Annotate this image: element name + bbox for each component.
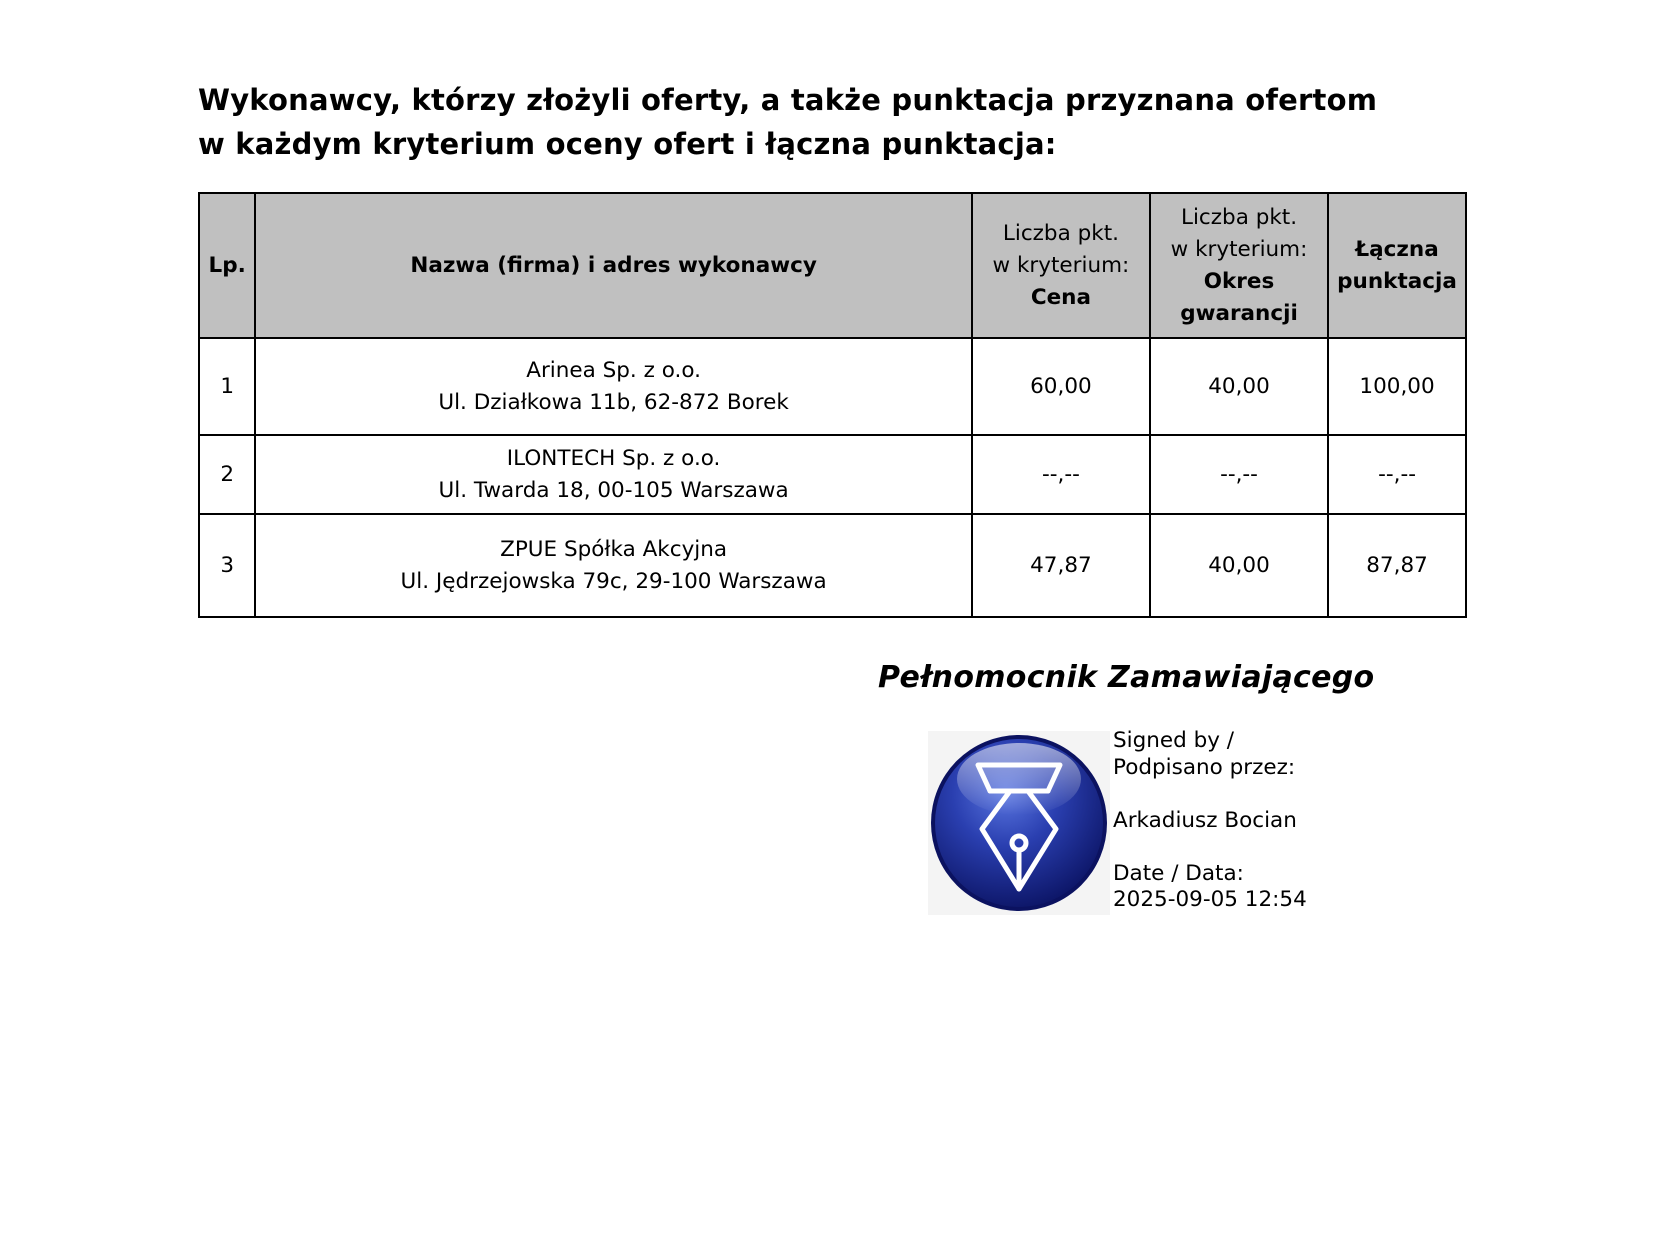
signature-title: Pełnomocnik Zamawiającego xyxy=(878,660,1375,695)
table-row xyxy=(199,514,1466,617)
date-value: 2025-09-05 12:54 xyxy=(1113,887,1307,912)
header-lp: Lp. xyxy=(199,193,255,338)
contractor-address: Ul. Działkowa 11b, 62-872 Borek xyxy=(438,389,789,415)
contractor-name: ZPUE Spółka Akcyjna xyxy=(500,536,728,562)
table-header-row xyxy=(199,193,1466,338)
signature-details xyxy=(1113,728,1307,914)
cell-okres: 40,00 xyxy=(1150,514,1328,617)
cell-laczna: --,-- xyxy=(1328,435,1466,514)
date-label: Date / Data: xyxy=(1113,860,1244,886)
header-cena: Liczba pkt. w kryterium: Cena xyxy=(972,193,1150,338)
offers-score-table xyxy=(198,192,1467,618)
cell-cena: 60,00 xyxy=(972,338,1150,435)
contractor-address: Ul. Twarda 18, 00-105 Warszawa xyxy=(438,477,789,503)
table-row xyxy=(199,435,1466,514)
contractor-name: Arinea Sp. z o.o. xyxy=(526,357,701,383)
signer-name: Arkadiusz Bocian xyxy=(1113,807,1297,833)
header-laczna-punktacja: Łączna punktacja xyxy=(1328,193,1466,338)
contractor-address: Ul. Jędrzejowska 79c, 29-100 Warszawa xyxy=(400,568,827,594)
cell-contractor xyxy=(255,514,972,617)
cell-cena: 47,87 xyxy=(972,514,1150,617)
contractor-name: ILONTECH Sp. z o.o. xyxy=(506,445,721,471)
cell-laczna: 100,00 xyxy=(1328,338,1466,435)
cell-lp: 3 xyxy=(199,514,255,617)
cell-lp: 1 xyxy=(199,338,255,435)
table-row xyxy=(199,338,1466,435)
fountain-pen-nib-icon xyxy=(928,731,1110,915)
header-okres-gwarancji: Liczba pkt. w kryterium: Okres gwarancji xyxy=(1150,193,1328,338)
document-heading xyxy=(198,78,1464,166)
signed-by-label-2: Podpisano przez: xyxy=(1113,754,1296,780)
cell-lp: 2 xyxy=(199,435,255,514)
signed-by-label-1: Signed by / xyxy=(1113,728,1235,753)
cell-cena: --,-- xyxy=(972,435,1150,514)
heading-line-1: Wykonawcy, którzy złożyli oferty, a także punktacja przyznana ofertom xyxy=(198,83,1378,117)
cell-okres: --,-- xyxy=(1150,435,1328,514)
cell-laczna: 87,87 xyxy=(1328,514,1466,617)
header-name: Nazwa (firma) i adres wykonawcy xyxy=(255,193,972,338)
cell-contractor xyxy=(255,435,972,514)
heading-line-2: w każdym kryterium oceny ofert i łączna punktacja: xyxy=(198,127,1057,161)
cell-contractor xyxy=(255,338,972,435)
cell-okres: 40,00 xyxy=(1150,338,1328,435)
